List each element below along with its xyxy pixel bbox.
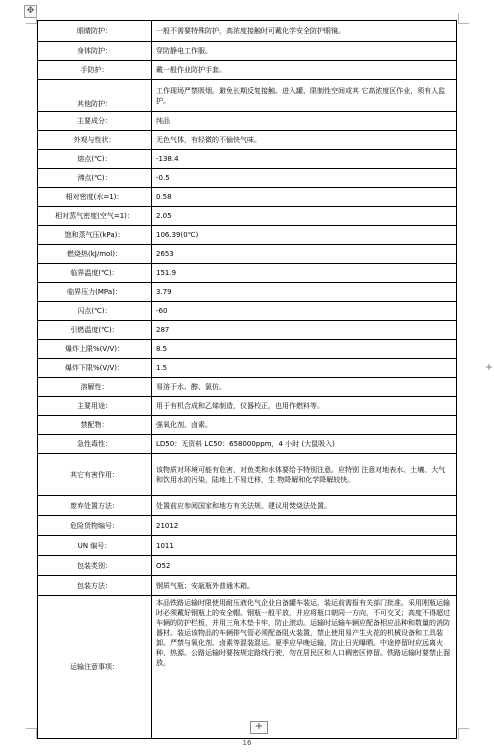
table-row [38,321,457,340]
row-label: 废弃处置方法： [38,496,152,516]
row-label: 包装类别： [38,556,152,576]
row-value[interactable]: 2653 [152,245,457,264]
table-row [38,378,457,397]
row-value[interactable]: 本品铁路运输时限使用耐压液化气企业自备罐车装运，装运前需报有关部门批准。采用刚瓶运输时必须戴好钢瓶上的安全帽。钢瓶一般平放，并应将瓶口朝同一方向，不可交叉；高度不得超过车辆的防护栏板，并用三角木垫卡牢，防止滚动。运输时运输车辆应配备相应品种和数量的消防器材。装运该物品的车辆排气管必须配备阻火装置，禁止使用易产生火花的机械设备和工具装卸。严禁与氧化剂、卤素等混装混运。夏季应早晚运输，防止日光曝晒。中途停留时应远离火种、热源。公路运输时要按规定路线行驶，勿在居民区和人口稠密区停留。铁路运输时要禁止溜放。 [152,596,457,739]
table-row [38,416,457,435]
row-label: 溶解性： [38,378,152,397]
row-value[interactable]: 易溶于水、醇、氯仿。 [152,378,457,397]
row-value[interactable]: 一般不需要特殊防护，高浓度接触时可戴化学安全防护眼镜。 [152,21,457,42]
row-value[interactable]: 处置前应参阅国家和地方有关法规。建议用焚烧法处置。 [152,496,457,516]
row-value[interactable]: 戴一般作业防护手套。 [152,61,457,80]
row-label: 眼睛防护： [38,21,152,42]
add-row-icon[interactable]: + [250,721,268,734]
row-value[interactable]: -60 [152,302,457,321]
table-row [38,516,457,536]
table-row [38,226,457,245]
table-row [38,207,457,226]
table-row [38,245,457,264]
table-row [38,80,457,112]
row-label: 危险货物编号： [38,516,152,536]
row-value[interactable]: -138.4 [152,150,457,169]
row-value[interactable]: 钢质气瓶；安瓿瓶外普通木箱。 [152,576,457,596]
row-label: 相对蒸气密度(空气=1)： [38,207,152,226]
row-label: 爆炸上限%(V/V)： [38,340,152,359]
row-value[interactable]: 8.5 [152,340,457,359]
corner-mark-top-left [26,13,37,24]
table-row [38,112,457,131]
row-label: 禁配物： [38,416,152,435]
table-row [38,596,457,739]
row-value[interactable]: 151.9 [152,264,457,283]
row-label: 临界温度(℃)： [38,264,152,283]
table-row [38,435,457,454]
table-row [38,61,457,80]
page-number: 16 [242,739,252,747]
row-value[interactable]: 3.79 [152,283,457,302]
table-row [38,42,457,61]
row-value[interactable]: 1011 [152,536,457,556]
table-row [38,188,457,207]
table-row [38,454,457,496]
corner-mark-top-right [458,13,469,24]
msds-table [37,20,457,739]
table-row [38,302,457,321]
row-label: 主要用途： [38,397,152,416]
row-label: 外观与性状： [38,131,152,150]
corner-mark-bottom-right [458,728,469,739]
row-value[interactable]: 用于有机合成和乙烯制造，仪器校正，也用作燃料等。 [152,397,457,416]
table-row [38,556,457,576]
row-label: 急性毒性： [38,435,152,454]
row-label: 身体防护： [38,42,152,61]
row-value[interactable]: 106.39(0℃) [152,226,457,245]
row-label: 饱和蒸气压(kPa)： [38,226,152,245]
plus-marker-icon: + [484,362,494,373]
row-label: 爆炸下限%(V/V)： [38,359,152,378]
row-value[interactable]: O52 [152,556,457,576]
table-row [38,340,457,359]
table-row [38,283,457,302]
row-value[interactable]: 纯品 [152,112,457,131]
row-value[interactable]: 穿防静电工作服。 [152,42,457,61]
row-value[interactable]: 该物质对环境可能有危害，对鱼类和水体要给予特别注意。应特别 注意对地表水、土壤、大气和饮用水的污染，陆地上不易迁移，生 物降解和化学降解较快。 [152,454,457,496]
row-label: 燃烧热(kJ/mol)： [38,245,152,264]
table-row [38,359,457,378]
row-label: 相对密度(水=1)： [38,188,152,207]
row-value[interactable]: 强氧化剂、卤素。 [152,416,457,435]
row-label: 熔点(℃)： [38,150,152,169]
table-row [38,397,457,416]
row-label: UN 编号： [38,536,152,556]
table-row [38,536,457,556]
corner-mark-bottom-left [26,728,37,739]
row-value[interactable]: -0.5 [152,169,457,188]
table-row [38,131,457,150]
row-value[interactable]: 2.05 [152,207,457,226]
row-value[interactable]: 21012 [152,516,457,536]
table-row [38,169,457,188]
row-label: 手防护： [38,61,152,80]
table-row [38,150,457,169]
row-value[interactable]: 1.5 [152,359,457,378]
row-value[interactable]: 287 [152,321,457,340]
row-label: 其他防护： [38,80,152,112]
row-label: 临界压力(MPa)： [38,283,152,302]
row-label: 包装方法： [38,576,152,596]
row-value[interactable]: 0.58 [152,188,457,207]
table-row [38,496,457,516]
row-label: 沸点(℃)： [38,169,152,188]
row-label: 主要成分： [38,112,152,131]
row-value[interactable]: 工作现场严禁吸烟。避免长期反复接触。进入罐、限制性空间或其 它高浓度区作业，须有人监护。 [152,80,457,112]
table-row [38,576,457,596]
row-label: 运输注意事项： [38,596,152,739]
table-row [38,21,457,42]
move-handle-icon[interactable]: ✥ [24,5,37,18]
row-value[interactable]: LD50：无资料 LC50：658000ppm，4 小时 (大鼠吸入) [152,435,457,454]
row-label: 引燃温度(℃)： [38,321,152,340]
row-value[interactable]: 无色气体，有轻微的不愉快气味。 [152,131,457,150]
table-row [38,264,457,283]
row-label: 闪点(℃)： [38,302,152,321]
row-label: 其它有害作用： [38,454,152,496]
